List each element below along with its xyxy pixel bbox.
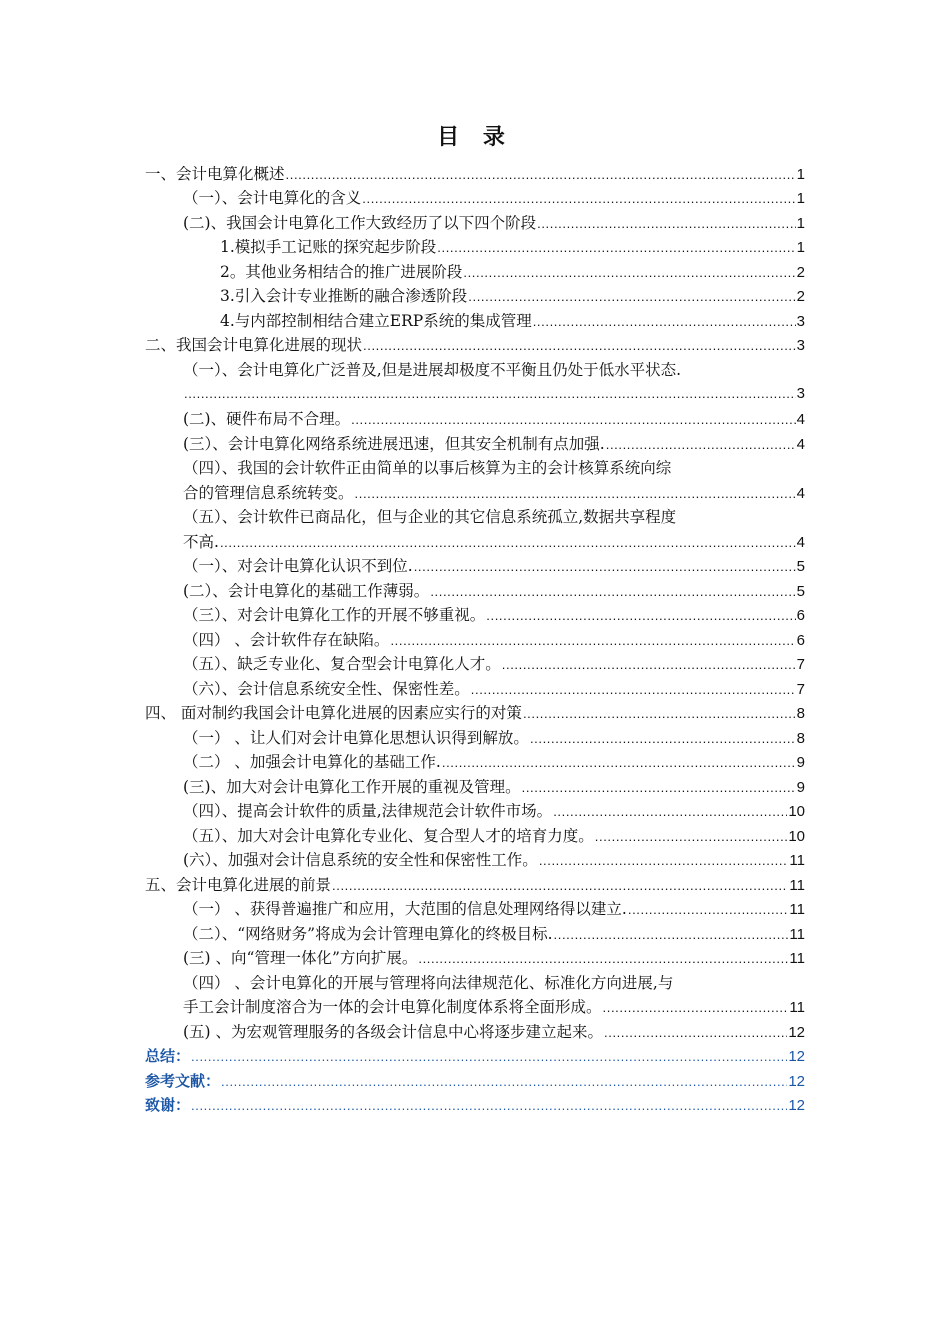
toc-entry[interactable] [220,260,805,285]
toc-entry[interactable] [183,481,805,506]
toc-page-number: 11 [789,926,805,943]
toc-page-number: 11 [789,877,805,894]
dot-leader [537,212,796,237]
dot-leader [437,236,795,261]
toc-entry-text: 一、会计电算化概述 [145,165,285,183]
dot-leader [595,825,788,850]
toc-page-number: 11 [789,999,805,1016]
toc-entry-text: （三）、对会计电算化工作的开展不够重视。 [183,606,486,624]
toc-entry[interactable] [220,309,805,334]
dot-leader [486,604,795,629]
toc-page-number: 3 [796,385,805,402]
dot-leader [362,187,795,212]
toc-entry-text: （四）、提高会计软件的质量,法律规范会计软件市场。 [183,802,553,820]
toc-entry[interactable] [183,211,805,236]
dot-leader [628,898,789,923]
dot-leader [390,629,795,654]
toc-page-number: 4 [796,534,805,551]
toc-entry-text: 参考文献： [145,1072,221,1090]
toc-page-number: 12 [788,1024,805,1041]
toc-page-number: 1 [796,190,805,207]
toc-entry-text: 致谢： [145,1096,191,1114]
toc-page-number: 1 [796,166,805,183]
toc-page-number: 3 [796,337,805,354]
dot-leader [414,555,796,580]
toc-entry-text: 4.与内部控制相结合建立ERP系统的集成管理 [220,312,532,330]
toc-page-number: 8 [796,705,805,722]
toc-entry-text: （一）、对会计电算化认识不到位. [183,557,413,575]
dot-leader [220,531,796,556]
toc-entry[interactable] [183,799,805,824]
toc-entry-text: 二、我国会计电算化进展的现状 [145,336,363,354]
toc-entry[interactable] [183,775,805,800]
toc-entry-text: (二）、会计电算化的基础工作薄弱。 [183,582,430,600]
dot-leader [418,947,788,972]
toc-entry[interactable] [183,407,805,432]
dot-leader [468,285,795,310]
toc-entry-text: （二）、“网络财务”将成为会计管理电算化的终极目标. [183,925,553,943]
toc-page-number: 7 [796,656,805,673]
toc-entry[interactable] [183,848,805,873]
toc-entry-text: (六）、加强对会计信息系统的安全性和保密性工作。 [183,851,538,869]
toc-entry-text: （五）、加大对会计电算化专业化、复合型人才的培育力度。 [183,827,594,845]
toc-page-number: 1 [796,239,805,256]
dot-leader [463,261,795,286]
toc-page-number: 5 [796,583,805,600]
toc-entry-text: 1.模拟手工记账的探究起步阶段 [220,238,437,256]
toc-entry-text: 五、会计电算化进展的前景 [145,876,332,894]
dot-leader [442,751,796,776]
toc-page-number: 10 [788,803,805,820]
toc-entry-text[interactable]: （四）、我国的会计软件正由简单的以事后核算为主的会计核算系统向综 [183,459,672,477]
dot-leader [355,482,796,507]
toc-page-number: 6 [796,632,805,649]
toc-entry-text: （五）、缺乏专业化、复合型会计电算化人才。 [183,655,501,673]
toc-link-acknowledgements[interactable] [145,1093,805,1118]
toc-entry-text[interactable]: （一）、会计电算化广泛普及,但是进展却极度不平衡且仍处于低水平状态. [183,361,682,379]
toc-entry-text: （一） 、让人们对会计电算化思想认识得到解放。 [183,729,529,747]
toc-entry[interactable] [183,432,805,457]
dot-leader [553,800,787,825]
toc-page-number: 9 [796,754,805,771]
toc-page-number: 12 [788,1097,805,1114]
toc-entry[interactable] [183,995,805,1020]
dot-leader [286,163,796,188]
dot-leader [332,874,788,899]
dot-leader [184,382,796,407]
toc-entry-text: (三) 、向“管理一体化”方向扩展。 [183,949,418,967]
toc-page-number: 11 [789,901,805,918]
toc-page-number: 4 [796,411,805,428]
toc-entry-text: （一） 、获得普遍推广和应用，大范围的信息处理网络得以建立. [183,900,627,918]
toc-entry-text: （六）、会计信息系统安全性、保密性差。 [183,680,470,698]
toc-entry-text: （一）、会计电算化的含义 [183,189,362,207]
toc-entry[interactable] [183,677,805,702]
toc-page-number: 2 [796,288,805,305]
toc-entry-text: （四） 、会计软件存在缺陷。 [183,631,390,649]
toc-page-number: 2 [796,264,805,281]
toc-entry[interactable] [183,922,805,947]
toc-entry[interactable] [183,750,805,775]
toc-title: 目 录 [437,125,513,150]
toc-entry-text-continued: 不高. [183,533,219,551]
toc-page-number: 7 [796,681,805,698]
toc-entry[interactable] [183,824,805,849]
toc-entry-text: 2。其他业务相结合的推广进展阶段 [220,263,463,281]
toc-link-references[interactable] [145,1069,805,1094]
toc-entry-text: (二)、硬件布局不合理。 [183,410,351,428]
toc-entry[interactable] [183,628,805,653]
toc-page-number: 3 [796,313,805,330]
toc-entry[interactable] [220,235,805,260]
toc-page-number: 4 [796,485,805,502]
dot-leader [604,1021,787,1046]
toc-page-number: 12 [788,1048,805,1065]
toc-entry[interactable] [183,382,805,407]
toc-page-number: 6 [796,607,805,624]
toc-page-number: 8 [796,730,805,747]
toc-entry[interactable] [183,946,805,971]
toc-page-number: 1 [796,215,805,232]
toc-entry-text-continued: 合的管理信息系统转变。 [183,484,354,502]
toc-entry[interactable] [183,554,805,579]
toc-entry-text: （二） 、加强会计电算化的基础工作. [183,753,441,771]
toc-entry-text: 3.引入会计专业推断的融合渗透阶段 [220,287,468,305]
toc-entry-text[interactable]: （五）、会计软件已商品化，但与企业的其它信息系统孤立,数据共享程度 [183,508,677,526]
toc-entry[interactable] [183,897,805,922]
toc-entry-text[interactable]: （四） 、会计电算化的开展与管理将向法律规范化、标准化方向进展,与 [183,974,674,992]
dot-leader [351,408,796,433]
toc-entry[interactable] [183,530,805,555]
toc-entry[interactable] [145,333,805,358]
dot-leader [606,433,796,458]
toc-entry-text-continued: 手工会计制度溶合为一体的会计电算化制度体系将全面形成。 [183,998,602,1016]
dot-leader [471,678,796,703]
toc-page-number: 5 [796,558,805,575]
toc-page-number: 9 [796,779,805,796]
toc-entry[interactable] [145,162,805,187]
toc-entry[interactable] [183,186,805,211]
dot-leader [191,1045,787,1070]
toc-link-summary[interactable] [145,1044,805,1069]
dot-leader [523,702,796,727]
toc-entry-text: (五) 、为宏观管理服务的各级会计信息中心将逐步建立起来。 [183,1023,604,1041]
toc-entry-text: (三)、加大对会计电算化工作开展的重视及管理。 [183,778,521,796]
dot-leader [502,653,796,678]
toc-page-number: 11 [789,852,805,869]
dot-leader [191,1094,787,1119]
toc-entry[interactable] [183,1020,805,1045]
toc-entry[interactable] [145,873,805,898]
dot-leader [554,923,789,948]
toc-page-number: 12 [788,1073,805,1090]
toc-page-number: 10 [788,828,805,845]
toc-entry-text: 四、 面对制约我国会计电算化进展的因素应实行的对策 [145,704,522,722]
toc-entry[interactable] [220,284,805,309]
toc-entry[interactable] [183,579,805,604]
dot-leader [603,996,789,1021]
toc-entry[interactable] [183,603,805,628]
dot-leader [539,849,789,874]
toc-entry[interactable] [183,652,805,677]
toc-page-number: 4 [796,436,805,453]
toc-entry-text: 总结： [145,1047,191,1065]
toc-page-number: 11 [789,950,805,967]
toc-entry[interactable] [183,726,805,751]
dot-leader [522,776,796,801]
dot-leader [430,580,795,605]
dot-leader [221,1070,787,1095]
dot-leader [533,310,796,335]
toc-entry[interactable] [145,701,805,726]
toc-entry-text: (二)、我国会计电算化工作大致经历了以下四个阶段 [183,214,537,232]
dot-leader [530,727,796,752]
toc-entry-text: (三）、会计电算化网络系统进展迅速，但其安全机制有点加强. [183,435,605,453]
dot-leader [363,334,796,359]
